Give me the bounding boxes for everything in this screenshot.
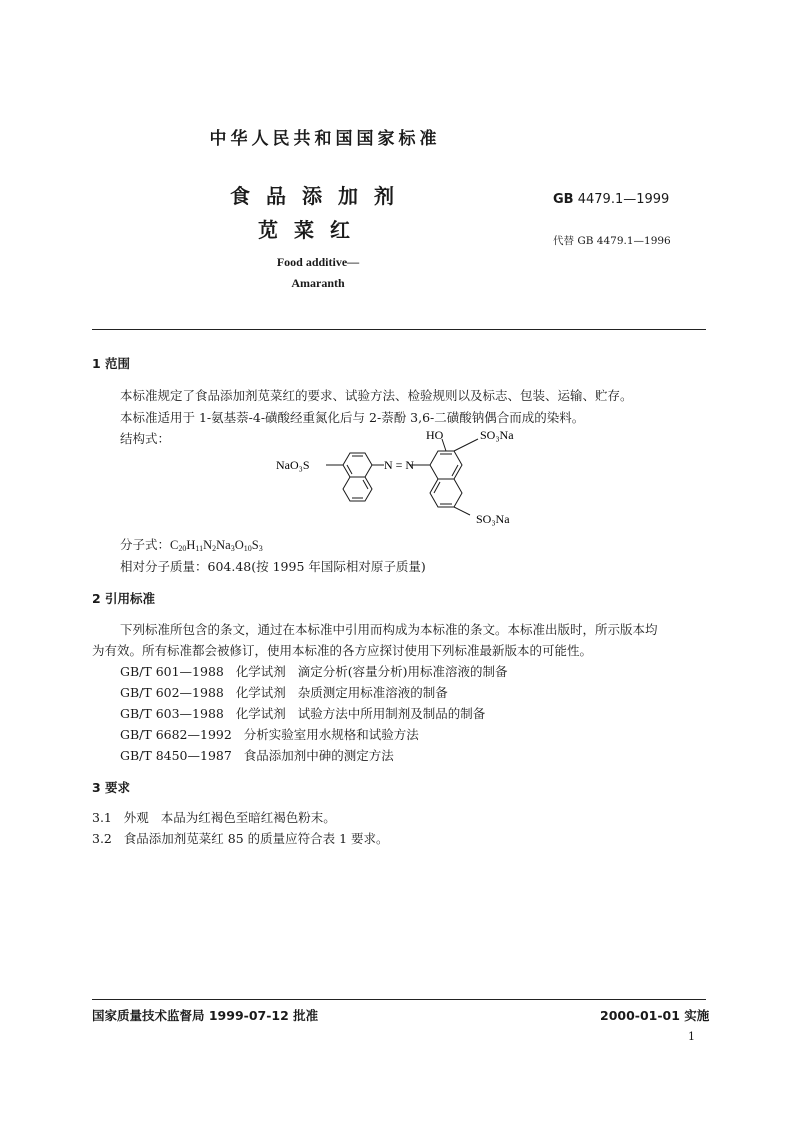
requirement-3-1: 3.1 外观 本品为红褐色至暗红褐色粉末。 xyxy=(92,810,336,825)
approval-line: 国家质量技术监督局 1999-07-12 批准 xyxy=(92,1008,319,1023)
page-number: 1 xyxy=(688,1030,695,1043)
national-standard-heading: 中华人民共和国国家标准 xyxy=(209,129,441,149)
english-title-line2: Amaranth xyxy=(291,276,345,290)
header-divider xyxy=(92,329,706,330)
implementation-date: 2000-01-01 实施 xyxy=(600,1008,710,1023)
right-lower-ring xyxy=(430,479,462,507)
gb-number: 4479.1—1999 xyxy=(577,192,670,207)
section-3-heading: 3 要求 xyxy=(92,780,131,795)
reference-item: GB/T 8450—1987 食品添加剂中砷的测定方法 xyxy=(120,748,394,763)
top-sulfonate-label: SO₃Na xyxy=(480,428,514,442)
reference-item: GB/T 602—1988 化学试剂 杂质测定用标准溶液的制备 xyxy=(120,685,448,700)
standard-title-line1: 食品添加剂 xyxy=(230,184,410,208)
footer-divider xyxy=(92,999,706,1000)
gb-prefix: GB xyxy=(553,192,574,207)
standard-title-line2: 苋菜红 xyxy=(258,218,366,242)
azo-bond-label: N = N xyxy=(384,458,415,472)
molecular-formula xyxy=(120,535,263,553)
requirement-3-2: 3.2 食品添加剂苋菜红 85 的质量应符合表 1 要求。 xyxy=(92,831,389,846)
replaces-standard: 代替 GB 4479.1—1996 xyxy=(553,235,671,247)
structure-formula-label: 结构式： xyxy=(120,431,171,446)
section-2-paragraph-line1: 下列标准所包含的条文，通过在本标准中引用而构成为本标准的条文。本标准出版时，所示版本均 xyxy=(120,622,658,637)
reference-item: GB/T 6682—1992 分析实验室用水规格和试验方法 xyxy=(120,727,419,742)
standard-number xyxy=(553,192,669,207)
molecular-formula-label: 分子式： xyxy=(120,537,171,552)
reference-item: GB/T 601—1988 化学试剂 滴定分析(容量分析)用标准溶液的制备 xyxy=(120,664,508,679)
left-sulfonate-label: NaO₃S xyxy=(276,458,310,472)
section-1-heading: 1 范围 xyxy=(92,356,131,371)
molecular-formula-value: $C_{20}H_{11}N_2Na_3O_{10}S_3$ xyxy=(170,538,263,553)
section-2-heading: 2 引用标准 xyxy=(92,591,156,606)
section-1-paragraph-1: 本标准规定了食品添加剂苋菜红的要求、试验方法、检验规则以及标志、包装、运输、贮存。 xyxy=(120,388,633,403)
english-title-line1: Food additive— xyxy=(276,255,360,269)
right-upper-ring xyxy=(430,451,462,479)
bottom-sulfonate-label: SO₃Na xyxy=(476,512,510,526)
section-2-paragraph-line2: 为有效。所有标准都会被修订，使用本标准的各方应探讨使用下列标准最新版本的可能性。 xyxy=(92,643,593,658)
amaranth-structure-diagram xyxy=(270,423,540,535)
section-1-paragraph-2: 本标准适用于 1-氨基萘-4-磺酸经重氮化后与 2-萘酚 3,6-二磺酸钠偶合而成的染料。 xyxy=(120,410,585,425)
reference-item: GB/T 603—1988 化学试剂 试验方法中所用制剂及制品的制备 xyxy=(120,706,486,721)
hydroxy-label: HO xyxy=(426,428,444,442)
relative-molecular-mass: 相对分子质量：604.48(按 1995 年国际相对原子质量) xyxy=(120,559,426,574)
